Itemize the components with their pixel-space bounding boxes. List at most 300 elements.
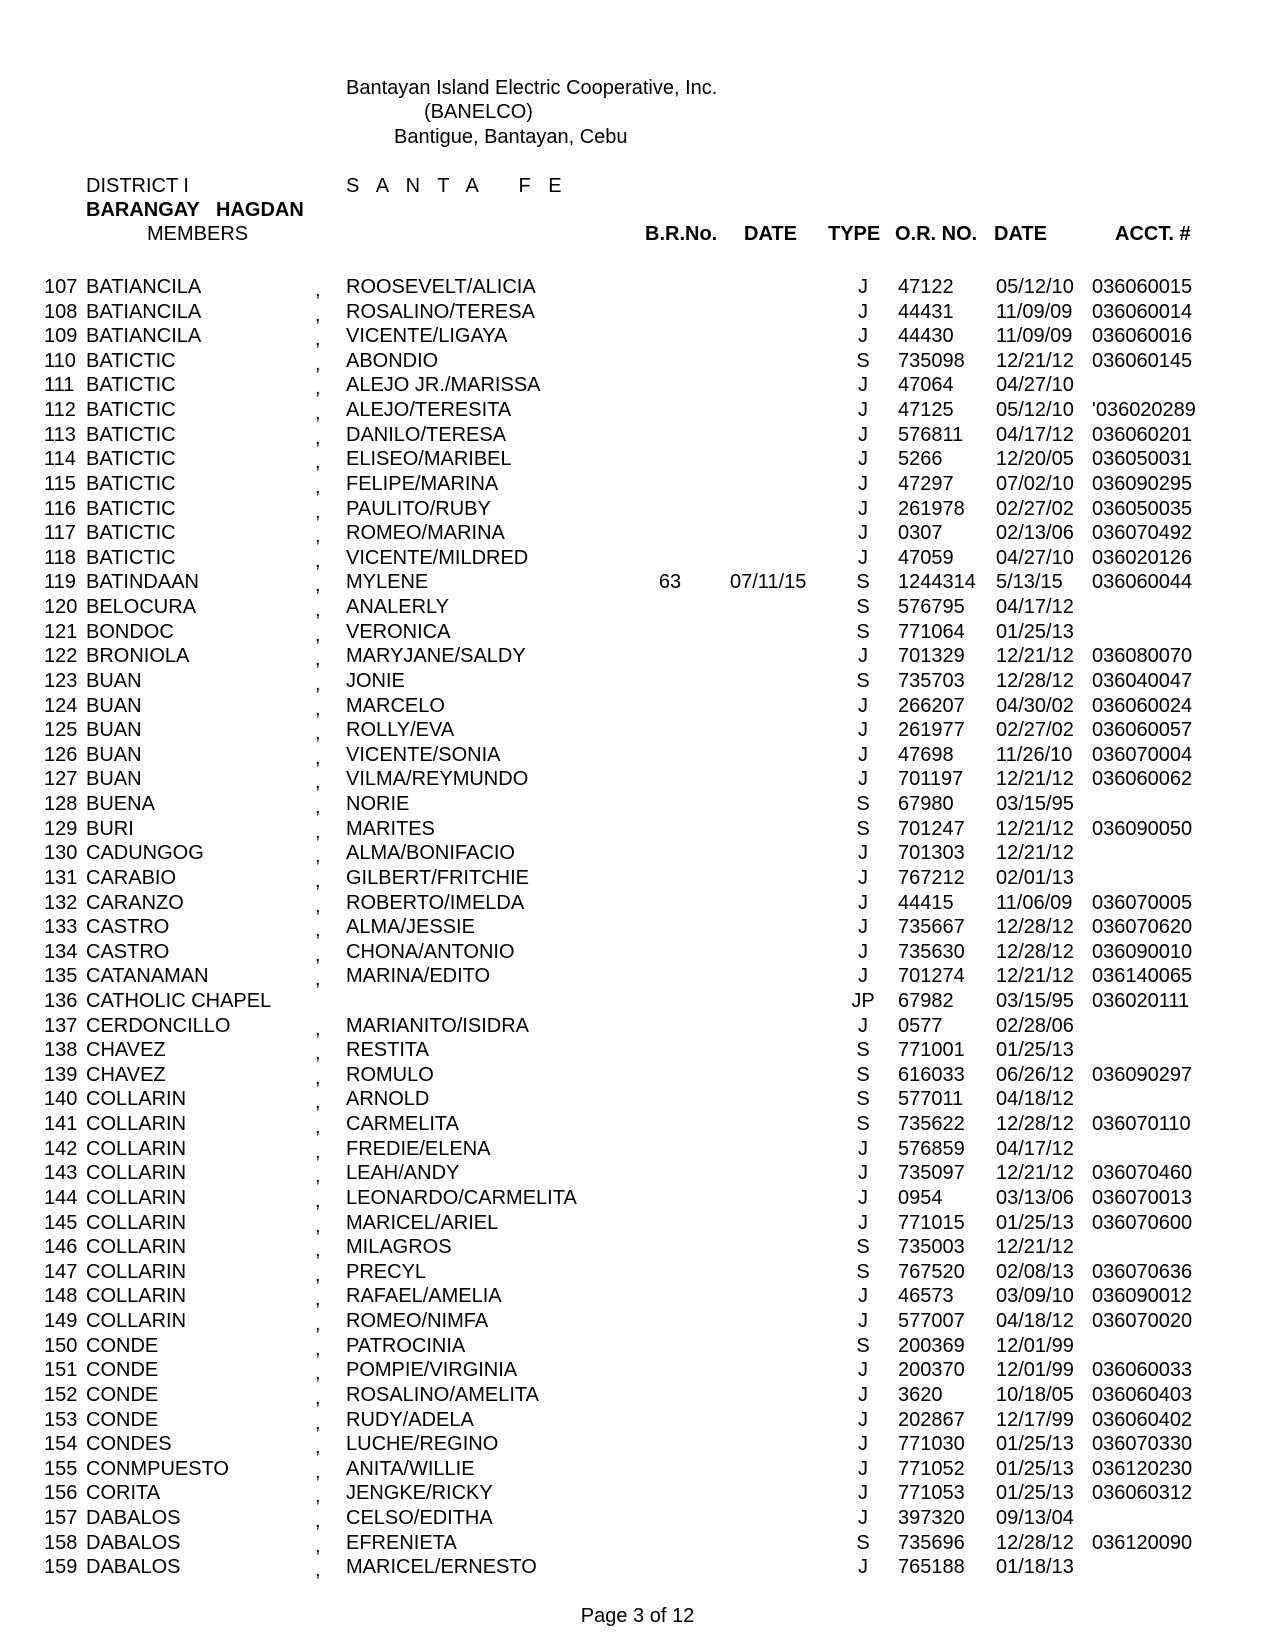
first-name: DANILO/TERESA xyxy=(346,423,507,446)
account-number: 036060014 xyxy=(1092,300,1193,323)
or-date: 01/25/13 xyxy=(996,1433,1074,1456)
table-row xyxy=(0,521,1275,546)
member-type: S xyxy=(856,1236,870,1259)
or-date: 12/28/12 xyxy=(996,940,1074,963)
name-separator: , xyxy=(315,500,321,523)
or-number: 266207 xyxy=(898,694,965,717)
account-number: 036060062 xyxy=(1092,768,1193,791)
member-type: J xyxy=(858,891,868,914)
or-date: 5/13/15 xyxy=(996,571,1063,594)
name-separator: , xyxy=(315,1288,321,1311)
first-name: ALMA/BONIFACIO xyxy=(346,842,515,865)
member-type: S xyxy=(856,596,870,619)
first-name: MARINA/EDITO xyxy=(346,965,491,988)
account-number: 036020111 xyxy=(1092,989,1190,1012)
account-number: 036060057 xyxy=(1092,719,1193,742)
account-number: 036120090 xyxy=(1092,1531,1193,1554)
table-row xyxy=(0,1186,1275,1211)
last-name: BATICTIC xyxy=(86,374,176,397)
last-name: BUAN xyxy=(86,669,142,692)
account-number: 036060033 xyxy=(1092,1359,1193,1382)
name-separator: , xyxy=(315,648,321,671)
row-number: 135 xyxy=(44,965,78,988)
last-name: BATICTIC xyxy=(86,399,176,422)
table-row xyxy=(0,1137,1275,1162)
or-number: 47125 xyxy=(898,399,954,422)
last-name: BELOCURA xyxy=(86,596,197,619)
last-name: BRONIOLA xyxy=(86,645,190,668)
br-number: 63 xyxy=(658,571,682,594)
or-number: 47064 xyxy=(898,374,954,397)
row-number: 155 xyxy=(44,1457,78,1480)
last-name: BATICTIC xyxy=(86,472,176,495)
member-type: J xyxy=(858,1507,868,1529)
member-type: J xyxy=(858,1014,868,1037)
account-number: 036060312 xyxy=(1092,1482,1193,1505)
first-name: ROBERTO/IMELDA xyxy=(346,891,525,914)
first-name: ROSALINO/AMELITA xyxy=(346,1383,540,1406)
member-type: J xyxy=(858,1383,868,1406)
first-name: MILAGROS xyxy=(346,1236,452,1259)
or-number: 261978 xyxy=(898,497,965,520)
name-separator: , xyxy=(315,1116,321,1139)
table-row xyxy=(0,472,1275,497)
or-date: 04/17/12 xyxy=(996,596,1074,619)
table-row xyxy=(0,398,1275,423)
account-number: 036070020 xyxy=(1092,1310,1193,1333)
name-separator: , xyxy=(315,525,321,548)
account-number: 036070004 xyxy=(1092,743,1193,766)
first-name: LEONARDO/CARMELITA xyxy=(346,1186,577,1209)
or-date: 02/27/02 xyxy=(996,497,1074,520)
or-date: 12/21/12 xyxy=(996,349,1074,372)
first-name: ROMULO xyxy=(346,1063,434,1086)
row-number: 148 xyxy=(44,1285,78,1308)
name-separator: , xyxy=(315,1386,321,1409)
table-row xyxy=(0,497,1275,522)
name-separator: , xyxy=(315,1411,321,1434)
table-row xyxy=(0,1038,1275,1063)
last-name: BUAN xyxy=(86,694,142,717)
member-type: J xyxy=(858,842,868,865)
or-number: 47698 xyxy=(898,743,954,766)
or-number: 44430 xyxy=(898,325,954,348)
row-number: 127 xyxy=(44,768,78,791)
member-type: J xyxy=(858,768,868,791)
first-name: FELIPE/MARINA xyxy=(346,472,499,495)
org-abbr: (BANELCO) xyxy=(424,101,533,123)
row-number: 108 xyxy=(44,300,78,323)
member-type: J xyxy=(858,694,868,717)
first-name: ROLLY/EVA xyxy=(346,719,455,742)
or-number: 701274 xyxy=(898,965,965,988)
barangay-label: BARANGAY HAGDAN xyxy=(86,199,304,221)
last-name: CONDES xyxy=(86,1433,172,1456)
last-name: BATICTIC xyxy=(86,349,176,372)
last-name: DABALOS xyxy=(86,1556,181,1579)
member-type: J xyxy=(858,546,868,569)
last-name: BURI xyxy=(86,817,134,840)
row-number: 142 xyxy=(44,1137,78,1160)
or-number: 735097 xyxy=(898,1162,965,1185)
account-number: 036070492 xyxy=(1092,522,1193,545)
last-name: CHAVEZ xyxy=(86,1039,166,1062)
row-number: 129 xyxy=(44,817,78,840)
or-date: 01/25/13 xyxy=(996,1482,1074,1505)
table-row xyxy=(0,423,1275,448)
row-number: 156 xyxy=(44,1482,78,1505)
member-type: S xyxy=(856,1063,870,1086)
name-separator: , xyxy=(315,377,321,400)
name-separator: , xyxy=(315,746,321,769)
member-type: S xyxy=(856,1334,870,1357)
account-number: 036050035 xyxy=(1092,497,1193,520)
last-name: COLLARIN xyxy=(86,1211,187,1234)
member-type: J xyxy=(858,1482,868,1505)
or-number: 765188 xyxy=(898,1556,965,1579)
name-separator: , xyxy=(315,303,321,326)
or-number: 767520 xyxy=(898,1260,965,1283)
or-number: 576795 xyxy=(898,596,965,619)
row-number: 116 xyxy=(44,497,76,520)
or-date: 11/26/10 xyxy=(996,743,1073,766)
table-row xyxy=(0,1506,1275,1531)
or-number: 771052 xyxy=(898,1457,965,1480)
row-number: 123 xyxy=(44,669,78,692)
member-type: S xyxy=(856,571,870,594)
name-separator: , xyxy=(315,328,321,351)
table-row xyxy=(0,373,1275,398)
name-separator: , xyxy=(315,820,321,843)
or-number: 735696 xyxy=(898,1531,965,1554)
or-date: 12/21/12 xyxy=(996,645,1074,668)
or-number: 0577 xyxy=(898,1014,943,1037)
last-name: BATICTIC xyxy=(86,448,176,471)
or-date: 04/17/12 xyxy=(996,1137,1074,1160)
row-number: 152 xyxy=(44,1383,78,1406)
first-name: EFRENIETA xyxy=(346,1531,457,1554)
table-row xyxy=(0,1334,1275,1359)
or-number: 576859 xyxy=(898,1137,965,1160)
members-label: MEMBERS xyxy=(147,223,249,245)
name-separator: , xyxy=(315,402,321,425)
row-number: 112 xyxy=(44,399,76,422)
or-date: 02/27/02 xyxy=(996,719,1074,742)
name-separator: , xyxy=(315,1140,321,1163)
member-type: J xyxy=(858,374,868,397)
table-row xyxy=(0,1555,1275,1580)
member-type: J xyxy=(858,1162,868,1185)
name-separator: , xyxy=(315,968,321,991)
first-name: MARIANITO/ISIDRA xyxy=(346,1014,529,1037)
or-number: 735622 xyxy=(898,1113,965,1136)
account-number: 036090050 xyxy=(1092,817,1193,840)
first-name: ALEJO JR./MARISSA xyxy=(346,374,541,397)
last-name: CARABIO xyxy=(86,866,177,889)
member-type: J xyxy=(858,497,868,520)
last-name: BONDOC xyxy=(86,620,174,643)
or-date: 05/12/10 xyxy=(996,399,1074,422)
or-number: 44431 xyxy=(898,300,954,323)
account-number: 036070005 xyxy=(1092,891,1193,914)
table-row xyxy=(0,669,1275,694)
first-name: ARNOLD xyxy=(346,1088,430,1111)
or-number: 771064 xyxy=(898,620,965,643)
row-number: 147 xyxy=(44,1260,78,1283)
or-date: 01/25/13 xyxy=(996,1211,1074,1234)
account-number: 036090012 xyxy=(1092,1285,1193,1308)
first-name: VERONICA xyxy=(346,620,451,643)
or-number: 200370 xyxy=(898,1359,965,1382)
account-number: 036070330 xyxy=(1092,1433,1193,1456)
or-number: 735703 xyxy=(898,669,965,692)
first-name: LEAH/ANDY xyxy=(346,1162,460,1185)
or-date: 03/15/95 xyxy=(996,989,1074,1012)
name-separator: , xyxy=(315,451,321,474)
or-date: 04/18/12 xyxy=(996,1310,1074,1333)
last-name: CARANZO xyxy=(86,891,184,914)
name-separator: , xyxy=(315,722,321,745)
or-date: 12/17/99 xyxy=(996,1408,1074,1431)
table-row xyxy=(0,767,1275,792)
name-separator: , xyxy=(315,1189,321,1212)
row-number: 145 xyxy=(44,1211,78,1234)
or-number: 261977 xyxy=(898,719,965,742)
column-header-br-no: B.R.No. xyxy=(645,223,718,245)
member-type: J xyxy=(858,423,868,446)
name-separator: , xyxy=(315,352,321,375)
first-name: CELSO/EDITHA xyxy=(346,1507,493,1529)
member-type: J xyxy=(858,1285,868,1308)
account-number: 036060402 xyxy=(1092,1408,1193,1431)
account-number: 036070600 xyxy=(1092,1211,1193,1234)
account-number: '036020289 xyxy=(1092,399,1196,422)
member-type: J xyxy=(858,1433,868,1456)
row-number: 140 xyxy=(44,1088,78,1111)
table-row xyxy=(0,1358,1275,1383)
row-number: 113 xyxy=(44,423,76,446)
table-row xyxy=(0,1063,1275,1088)
table-row xyxy=(0,817,1275,842)
table-row xyxy=(0,1235,1275,1260)
account-number: 036080070 xyxy=(1092,645,1193,668)
last-name: COLLARIN xyxy=(86,1310,187,1333)
row-number: 149 xyxy=(44,1310,78,1333)
or-date: 11/06/09 xyxy=(996,891,1073,914)
member-type: S xyxy=(856,1113,870,1136)
or-number: 735630 xyxy=(898,940,965,963)
or-number: 701303 xyxy=(898,842,965,865)
table-row xyxy=(0,324,1275,349)
row-number: 154 xyxy=(44,1433,78,1456)
org-address: Bantigue, Bantayan, Cebu xyxy=(394,126,628,148)
row-number: 137 xyxy=(44,1014,78,1037)
first-name: NORIE xyxy=(346,793,410,816)
or-date: 01/25/13 xyxy=(996,620,1074,643)
or-number: 47059 xyxy=(898,546,954,569)
account-number: 036020126 xyxy=(1092,546,1193,569)
row-number: 109 xyxy=(44,325,78,348)
table-row xyxy=(0,595,1275,620)
name-separator: , xyxy=(315,426,321,449)
or-number: 701329 xyxy=(898,645,965,668)
row-number: 126 xyxy=(44,743,78,766)
or-number: 67980 xyxy=(898,793,954,816)
district-label: DISTRICT I xyxy=(86,175,189,197)
table-row xyxy=(0,1383,1275,1408)
or-number: 735667 xyxy=(898,916,965,939)
name-separator: , xyxy=(315,1313,321,1336)
table-row xyxy=(0,1457,1275,1482)
name-separator: , xyxy=(315,623,321,646)
last-name: COLLARIN xyxy=(86,1285,187,1308)
last-name: CATHOLIC CHAPEL xyxy=(86,989,272,1012)
member-type: J xyxy=(858,1186,868,1209)
table-row xyxy=(0,718,1275,743)
account-number: 036070013 xyxy=(1092,1186,1193,1209)
first-name: ABONDIO xyxy=(346,349,439,372)
account-number: 036070110 xyxy=(1092,1113,1191,1136)
last-name: BATICTIC xyxy=(86,423,176,446)
org-name: Bantayan Island Electric Cooperative, Inc. xyxy=(346,77,718,99)
row-number: 132 xyxy=(44,891,78,914)
name-separator: , xyxy=(315,1042,321,1065)
or-date: 02/28/06 xyxy=(996,1014,1074,1037)
or-number: 771053 xyxy=(898,1482,965,1505)
or-number: 46573 xyxy=(898,1285,954,1308)
or-number: 47122 xyxy=(898,276,954,298)
or-date: 01/25/13 xyxy=(996,1457,1074,1480)
row-number: 130 xyxy=(44,842,78,865)
account-number: 036040047 xyxy=(1092,669,1193,692)
table-row xyxy=(0,841,1275,866)
or-number: 771015 xyxy=(898,1211,965,1234)
first-name: POMPIE/VIRGINIA xyxy=(346,1359,518,1382)
table-row xyxy=(0,1087,1275,1112)
account-number: 036060201 xyxy=(1092,423,1193,446)
last-name: BATICTIC xyxy=(86,522,176,545)
first-name: MARICEL/ARIEL xyxy=(346,1211,499,1234)
table-row xyxy=(0,1112,1275,1137)
or-date: 12/28/12 xyxy=(996,1531,1074,1554)
name-separator: , xyxy=(315,1362,321,1385)
account-number: 036060145 xyxy=(1092,349,1193,372)
row-number: 122 xyxy=(44,645,78,668)
member-type: J xyxy=(858,1310,868,1333)
last-name: BUAN xyxy=(86,743,142,766)
row-number: 159 xyxy=(44,1556,78,1579)
or-date: 12/28/12 xyxy=(996,1113,1074,1136)
row-number: 143 xyxy=(44,1162,78,1185)
row-number: 134 xyxy=(44,940,78,963)
name-separator: , xyxy=(315,599,321,622)
row-number: 115 xyxy=(44,472,76,495)
member-type: J xyxy=(858,1359,868,1382)
or-date: 04/27/10 xyxy=(996,546,1074,569)
member-type: J xyxy=(858,300,868,323)
name-separator: , xyxy=(315,549,321,572)
column-header-acct: ACCT. # xyxy=(1115,223,1191,245)
table-row xyxy=(0,570,1275,595)
member-type: S xyxy=(856,1039,870,1062)
member-type: J xyxy=(858,866,868,889)
name-separator: , xyxy=(315,771,321,794)
first-name: PATROCINIA xyxy=(346,1334,466,1357)
last-name: CASTRO xyxy=(86,916,170,939)
or-number: 735098 xyxy=(898,349,965,372)
name-separator: , xyxy=(315,1214,321,1237)
row-number: 119 xyxy=(44,571,76,594)
first-name: RAFAEL/AMELIA xyxy=(346,1285,502,1308)
table-row xyxy=(0,891,1275,916)
last-name: COLLARIN xyxy=(86,1162,187,1185)
or-number: 44415 xyxy=(898,891,954,914)
first-name: VILMA/REYMUNDO xyxy=(346,768,529,791)
name-separator: , xyxy=(315,943,321,966)
first-name: MARCELO xyxy=(346,694,445,717)
member-type: S xyxy=(856,1088,870,1111)
table-row xyxy=(0,964,1275,989)
table-row xyxy=(0,989,1275,1014)
first-name: ELISEO/MARIBEL xyxy=(346,448,512,471)
name-separator: , xyxy=(315,1436,321,1459)
or-number: 735003 xyxy=(898,1236,965,1259)
last-name: CONDE xyxy=(86,1359,159,1382)
name-separator: , xyxy=(315,1066,321,1089)
last-name: CATANAMAN xyxy=(86,965,209,988)
first-name: JENGKE/RICKY xyxy=(346,1482,493,1505)
member-type: S xyxy=(856,1260,870,1283)
or-number: 577011 xyxy=(898,1088,964,1111)
or-date: 02/13/06 xyxy=(996,522,1074,545)
row-number: 107 xyxy=(44,276,78,298)
member-type: J xyxy=(858,719,868,742)
municipality-label: S A N T A F E xyxy=(346,175,568,197)
last-name: BATICTIC xyxy=(86,546,176,569)
name-separator: , xyxy=(315,919,321,942)
or-number: 67982 xyxy=(898,989,954,1012)
member-type: S xyxy=(856,349,870,372)
last-name: DABALOS xyxy=(86,1531,181,1554)
or-number: 1244314 xyxy=(898,571,976,594)
first-name: MARICEL/ERNESTO xyxy=(346,1556,537,1579)
or-date: 12/28/12 xyxy=(996,669,1074,692)
first-name: ROSALINO/TERESA xyxy=(346,300,535,323)
member-type: J xyxy=(858,1457,868,1480)
or-date: 11/09/09 xyxy=(996,300,1073,323)
table-row xyxy=(0,792,1275,817)
or-date: 12/01/99 xyxy=(996,1359,1074,1382)
first-name: VICENTE/MILDRED xyxy=(346,546,529,569)
table-row xyxy=(0,743,1275,768)
account-number: 036060044 xyxy=(1092,571,1193,594)
row-number: 110 xyxy=(44,349,76,372)
member-type: JP xyxy=(851,989,875,1012)
first-name: ANALERLY xyxy=(346,596,450,619)
or-date: 11/09/09 xyxy=(996,325,1073,348)
member-type: S xyxy=(856,793,870,816)
last-name: BATIANCILA xyxy=(86,325,202,348)
table-row xyxy=(0,1161,1275,1186)
column-header-date: DATE xyxy=(744,223,797,245)
account-number: 036060015 xyxy=(1092,276,1193,298)
or-date: 01/18/13 xyxy=(996,1556,1074,1579)
row-number: 120 xyxy=(44,596,78,619)
first-name: PAULITO/RUBY xyxy=(346,497,491,520)
name-separator: , xyxy=(315,1239,321,1262)
first-name: MYLENE xyxy=(346,571,429,594)
or-date: 05/12/10 xyxy=(996,276,1074,298)
